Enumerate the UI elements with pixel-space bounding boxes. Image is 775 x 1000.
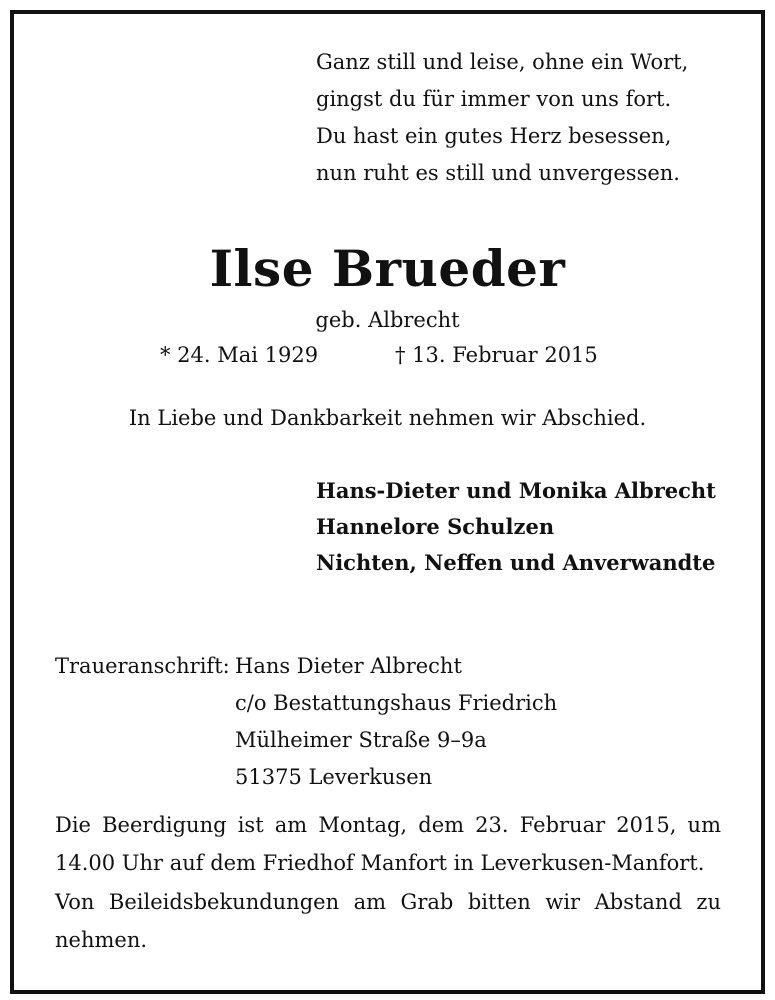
- poem-line: Ganz still und leise, ohne ein Wort,: [316, 50, 689, 74]
- condolence-notice: Von Beileidsbekundungen am Grab bitten wir Abstand zu nehmen.: [55, 890, 721, 952]
- mourners-list: [316, 473, 716, 581]
- birth-date: * 24. Mai 1929: [160, 343, 319, 367]
- mourner-name: Hans-Dieter und Monika Albrecht: [316, 478, 716, 503]
- farewell-text: In Liebe und Dankbarkeit nehmen wir Abschied.: [128, 406, 647, 430]
- poem-line: gingst du für immer von uns fort.: [316, 87, 672, 111]
- poem-line: Du hast ein gutes Herz besessen,: [316, 124, 672, 148]
- deceased-name: [0, 238, 775, 300]
- mourning-address-label: Traueranschrift:: [55, 654, 230, 678]
- address-line: c/o Bestattungshaus Friedrich: [235, 691, 558, 715]
- mourning-address: [235, 648, 557, 796]
- funeral-notice: Die Beerdigung ist am Montag, dem 23. Februar 2015, um 14.00 Uhr auf dem Friedhof Manfort in Leverkusen-Manfort.: [55, 813, 721, 875]
- maiden-name: geb. Albrecht: [315, 308, 460, 332]
- poem-line: nun ruht es still und unvergessen.: [316, 161, 680, 185]
- address-line: 51375 Leverkusen: [235, 765, 433, 789]
- mourner-name: Hannelore Schulzen: [316, 514, 555, 539]
- address-line: Hans Dieter Albrecht: [235, 654, 462, 678]
- deceased-name-text: Ilse Brueder: [209, 239, 566, 298]
- death-date: † 13. Februar 2015: [395, 343, 598, 367]
- mourner-name: Nichten, Neffen und Anverwandte: [316, 550, 716, 575]
- memorial-poem: [316, 44, 688, 192]
- address-line: Mülheimer Straße 9–9a: [235, 728, 487, 752]
